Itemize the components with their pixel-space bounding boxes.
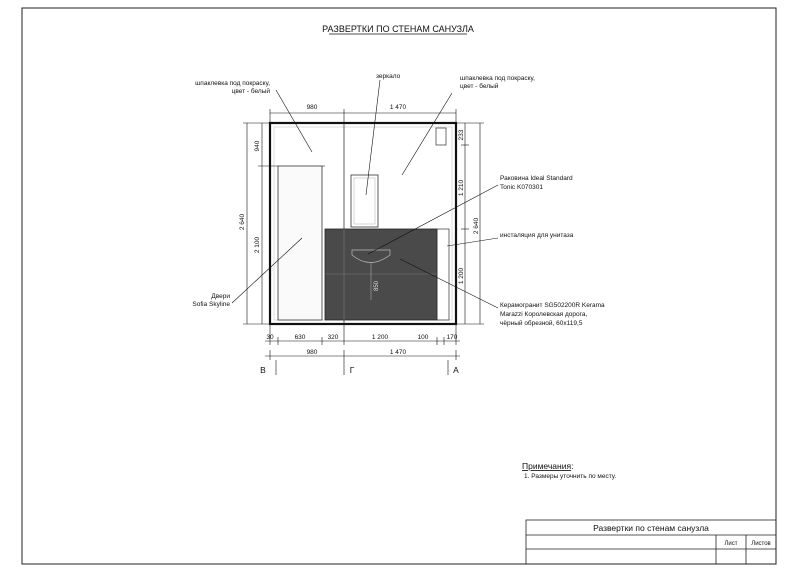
- notes-heading: [522, 461, 573, 471]
- sheet-title: РАЗВЕРТКИ ПО СТЕНАМ САНУЗЛА: [322, 24, 474, 34]
- dim-top-2: 1 470: [389, 104, 407, 111]
- dim-left-lower-label: 2 100: [254, 236, 261, 254]
- callout-sink-2: Tonic K070301: [500, 184, 544, 191]
- leader-toilet: [447, 238, 498, 246]
- axis-label-g: Г: [349, 365, 355, 375]
- dim-left-upper-label: 940: [254, 140, 261, 152]
- callout-tile-3: чёрный обрезной, 60х119,5: [500, 320, 583, 327]
- dim-b1-3: 320: [327, 334, 339, 341]
- dim-b1-5: 100: [417, 334, 429, 341]
- callout-mirror: зеркало: [376, 73, 401, 80]
- callout-putty-left-1: шпаклевка под покраску,: [195, 80, 270, 87]
- callout-sink-1: Раковина Ideal Standard: [500, 175, 573, 182]
- callout-putty-right-2: цвет - белый: [460, 83, 499, 90]
- notes-heading-text: Примечания: [522, 461, 572, 471]
- callout-toilet: инсталяция для унитаза: [500, 232, 574, 239]
- dim-b2-1: 980: [306, 349, 318, 356]
- title-block-title: Развертки по стенам санузла: [593, 523, 709, 533]
- notes-heading-colon: :: [571, 461, 574, 471]
- mirror-inner: [354, 178, 375, 224]
- mirror: [351, 175, 378, 227]
- title-block-sheets-label: Листов: [751, 541, 771, 547]
- dim-right-b-label: 1 210: [458, 179, 465, 197]
- callout-tile-1: Керамогранит SG502200R Kerama: [500, 302, 605, 309]
- dim-b1-6: 170: [446, 334, 458, 341]
- notes-item-1: 1. Размеры уточнить по месту.: [524, 473, 617, 480]
- dim-left-outer-label: 2 640: [239, 213, 246, 231]
- callout-tile-2: Marazzi Королевская дорога,: [500, 311, 588, 318]
- sink-height-label: 850: [374, 280, 380, 292]
- callout-door-1: Двери: [211, 293, 230, 300]
- axis-label-v: В: [260, 365, 266, 375]
- dim-b2-2: 1 470: [389, 349, 407, 356]
- callout-putty-left-2: цвет - белый: [231, 88, 270, 95]
- door: [278, 166, 322, 320]
- dim-b1-4: 1 200: [371, 334, 389, 341]
- dim-right-a-label: 233: [458, 129, 465, 141]
- dim-right-outer-label: 2 640: [473, 217, 480, 235]
- dim-top-1: 980: [306, 104, 318, 111]
- dim-right-c-label: 1 200: [458, 267, 465, 285]
- tile-block: [325, 229, 437, 320]
- title-block-sheet-label: Лист: [724, 541, 738, 547]
- leader-putty-left: [276, 90, 312, 152]
- elevation: [270, 123, 456, 324]
- leader-putty-right: [402, 93, 452, 175]
- callout-door-2: Sofia Skyline: [192, 301, 230, 308]
- toilet-installation: [437, 229, 449, 320]
- dim-b1-1: 30: [266, 334, 274, 341]
- axis-label-a: А: [453, 365, 459, 375]
- dim-b1-2: 630: [294, 334, 306, 341]
- vent-box: [436, 128, 446, 145]
- callout-putty-right-1: шпаклевка под покраску,: [460, 75, 535, 82]
